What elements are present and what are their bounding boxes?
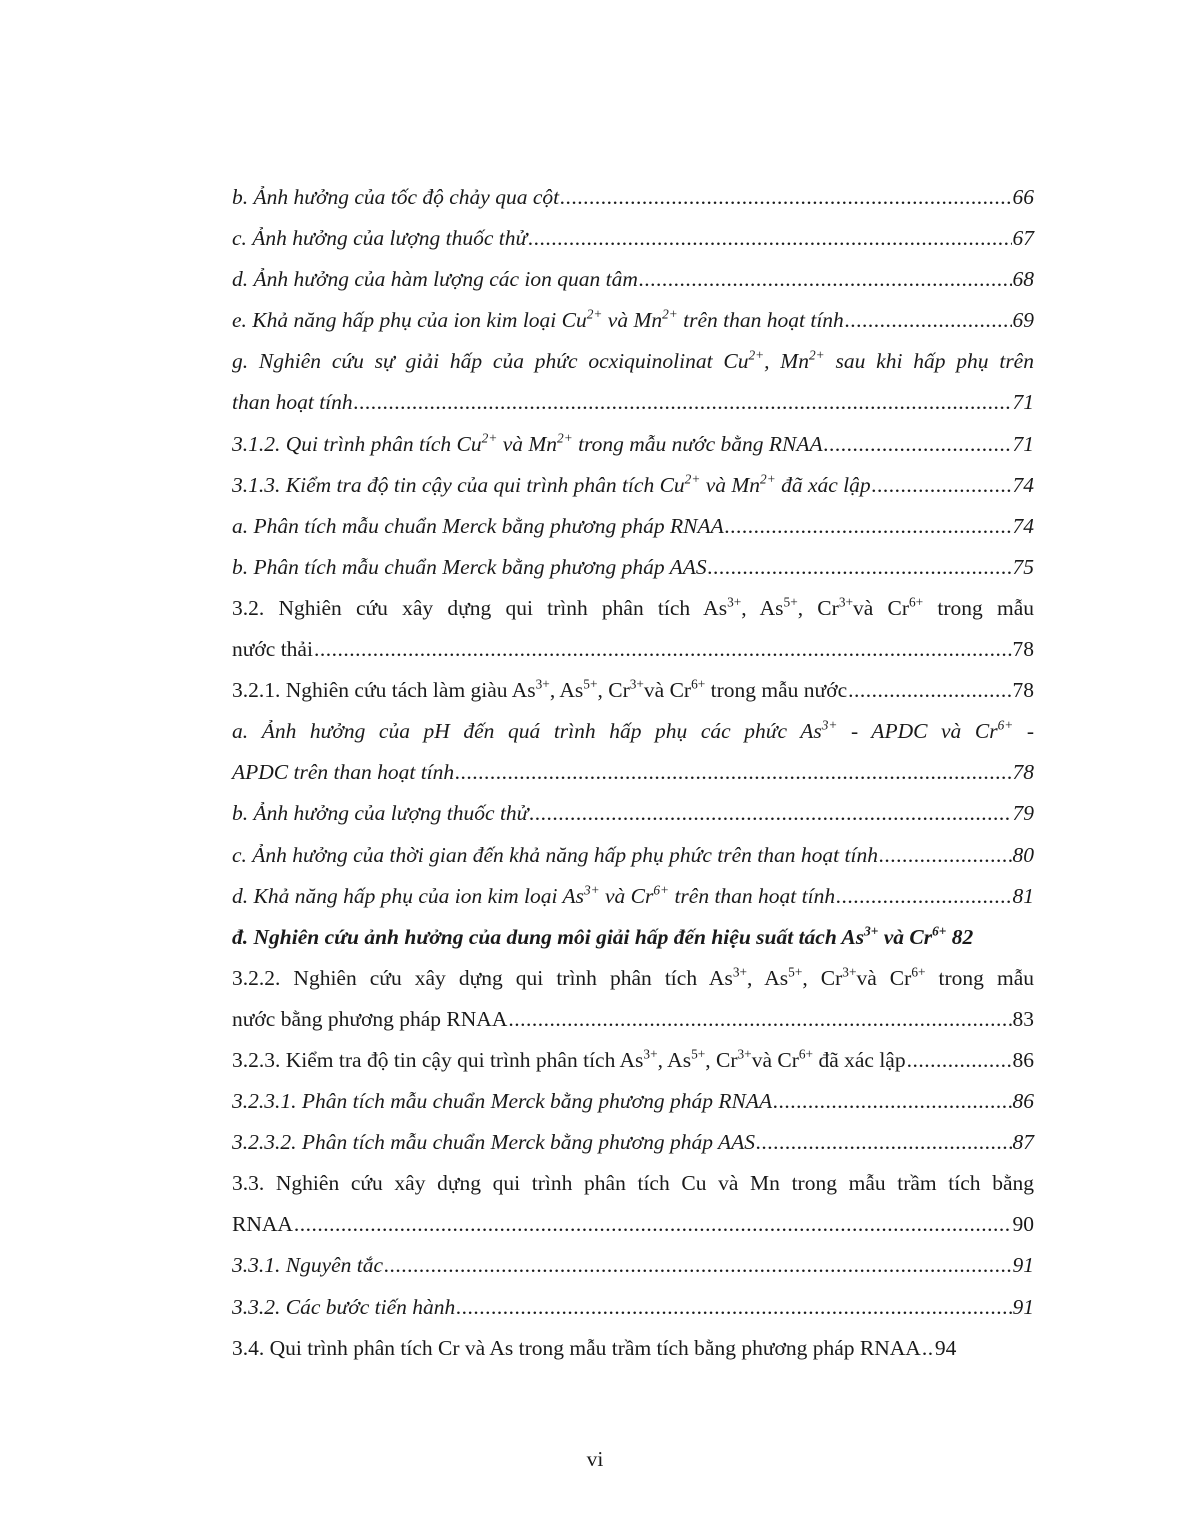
toc-entry-page: 67 xyxy=(1012,226,1034,251)
toc-entry-continuation[interactable] xyxy=(232,629,1034,670)
table-of-contents xyxy=(232,177,1034,1369)
toc-entry-title: 3.1.3. Kiểm tra độ tin cậy của qui trình phân tích $Cu^{2+}$ và $Mn^{2+}$ đã xác lập xyxy=(232,471,871,497)
toc-entry[interactable] xyxy=(232,506,1034,547)
toc-entry[interactable]: 3.2. Nghiên cứu xây dựng qui trình phân tích $As^{3+}$, $As^{5+}$, $Cr^{3+}và$ $Cr^{6+}$ trong mẫu xyxy=(232,594,1034,620)
toc-entry-title: nước bằng phương pháp RNAA xyxy=(232,1006,508,1031)
toc-entry-title: b. Ảnh hưởng của lượng thuốc thử xyxy=(232,801,529,826)
toc-entry-page: 91 xyxy=(1012,1294,1034,1319)
toc-entry-title: a. Phân tích mẫu chuẩn Merck bằng phương pháp RNAA xyxy=(232,513,724,538)
dot-leader xyxy=(294,1204,1012,1245)
toc-entry-title: RNAA xyxy=(232,1212,293,1237)
toc-entry-page: 81 xyxy=(1012,883,1034,908)
toc-entry-continuation[interactable] xyxy=(232,752,1034,793)
toc-entry[interactable] xyxy=(232,547,1034,588)
toc-entry[interactable] xyxy=(232,465,1034,506)
toc-entry-title: d. Khả năng hấp phụ của ion kim loại $As^{3+}$ và $Cr^{6+}$ trên than hoạt tính xyxy=(232,881,836,908)
toc-entry[interactable]: đ. Nghiên cứu ảnh hưởng của dung môi giải hấp đến hiệu suất tách $As^{3+}$ và $Cr^{6+}$ 82 xyxy=(232,923,974,949)
toc-entry-page: 74 xyxy=(1012,513,1034,538)
dot-leader xyxy=(922,1328,934,1369)
dot-leader xyxy=(639,259,1012,300)
toc-entry-title: 3.4. Qui trình phân tích Cr và As trong mẫu trầm tích bằng phương pháp RNAA xyxy=(232,1335,921,1360)
toc-entry-page: 91 xyxy=(1012,1253,1034,1278)
toc-entry-page: 71 xyxy=(1012,390,1034,415)
toc-entry-title: APDC trên than hoạt tính xyxy=(232,760,455,785)
toc-entry[interactable] xyxy=(232,1328,1034,1369)
dot-leader xyxy=(456,1287,1011,1328)
toc-entry-title: than hoạt tính xyxy=(232,390,353,415)
toc-entry[interactable] xyxy=(232,835,1034,876)
toc-entry[interactable] xyxy=(232,793,1034,834)
toc-entry[interactable] xyxy=(232,1122,1034,1163)
toc-entry[interactable] xyxy=(232,259,1034,300)
dot-leader xyxy=(560,177,1011,218)
toc-entry-title: 3.2.3.1. Phân tích mẫu chuẩn Merck bằng phương pháp RNAA xyxy=(232,1089,773,1114)
toc-entry[interactable]: g. Nghiên cứu sự giải hấp của phức ocxiquinolinat $Cu^{2+}$, $Mn^{2+}$ sau khi hấp phụ trên xyxy=(232,347,1034,374)
dot-leader xyxy=(528,218,1011,259)
toc-entry-title: 3.3.2. Các bước tiến hành xyxy=(232,1294,456,1319)
toc-entry-title: b. Phân tích mẫu chuẩn Merck bằng phương pháp AAS xyxy=(232,554,707,579)
toc-entry-page: 78 xyxy=(1012,637,1034,662)
toc-entry[interactable] xyxy=(232,177,1034,218)
toc-entry[interactable] xyxy=(232,1245,1034,1286)
toc-entry-page: 90 xyxy=(1012,1212,1034,1237)
toc-entry-title: e. Khả năng hấp phụ của ion kim loại $Cu^{2+}$ và $Mn^{2+}$ trên than hoạt tính xyxy=(232,306,844,333)
toc-entry[interactable] xyxy=(232,1081,1034,1122)
dot-leader xyxy=(756,1122,1011,1163)
toc-entry[interactable] xyxy=(232,1287,1034,1328)
toc-entry-title: 3.3.1. Nguyên tắc xyxy=(232,1253,384,1278)
dot-leader xyxy=(848,670,1011,711)
toc-entry-title: 3.2.3.2. Phân tích mẫu chuẩn Merck bằng phương pháp AAS xyxy=(232,1130,756,1155)
dot-leader xyxy=(455,752,1011,793)
page-number: vi xyxy=(586,1447,604,1471)
dot-leader xyxy=(845,300,1012,341)
toc-entry-title: 3.2.3. Kiểm tra độ tin cậy qui trình phân tích $As^{3+}$, $As^{5+}$, $Cr^{3+}và$ $Cr^{6+}$ đã xác lập xyxy=(232,1046,906,1072)
toc-entry-page: 80 xyxy=(1012,842,1034,867)
toc-entry-title: b. Ảnh hưởng của tốc độ chảy qua cột xyxy=(232,185,560,209)
toc-entry-page: 83 xyxy=(1012,1006,1034,1031)
toc-entry-page: 68 xyxy=(1012,267,1034,292)
toc-entry-page: 71 xyxy=(1012,431,1034,456)
toc-entry-continuation[interactable] xyxy=(232,1204,1034,1245)
toc-entry[interactable] xyxy=(232,876,1034,917)
toc-entry[interactable] xyxy=(232,300,1034,341)
toc-entry-title: c. Ảnh hưởng của thời gian đến khả năng hấp phụ phức trên than hoạt tính xyxy=(232,842,878,867)
toc-entry[interactable] xyxy=(232,424,1034,465)
toc-entry-title: 3.2.1. Nghiên cứu tách làm giàu $As^{3+}$, $As^{5+}$, $Cr^{3+}và$ $Cr^{6+}$ trong mẫu nước xyxy=(232,676,848,703)
toc-entry-continuation[interactable] xyxy=(232,999,1034,1040)
toc-entry[interactable] xyxy=(232,218,1034,259)
toc-entry-page: 66 xyxy=(1012,185,1034,209)
toc-entry-page: 74 xyxy=(1012,472,1034,497)
dot-leader xyxy=(384,1245,1011,1286)
toc-entry-page: 78 xyxy=(1012,678,1034,703)
dot-leader xyxy=(907,1040,1012,1081)
toc-entry[interactable]: 3.3. Nghiên cứu xây dựng qui trình phân tích Cu và Mn trong mẫu trầm tích bằng xyxy=(232,1171,1034,1196)
dot-leader xyxy=(529,793,1011,834)
dot-leader xyxy=(508,999,1011,1040)
dot-leader xyxy=(836,876,1011,917)
toc-entry-title: nước thải xyxy=(232,637,313,662)
toc-entry-page: 79 xyxy=(1012,801,1034,826)
toc-entry-continuation[interactable] xyxy=(232,382,1034,423)
toc-entry-title: 3.1.2. Qui trình phân tích $Cu^{2+}$ và $Mn^{2+}$ trong mẫu nước bằng RNAA xyxy=(232,429,823,456)
dot-leader xyxy=(879,835,1012,876)
dot-leader xyxy=(708,547,1012,588)
dot-leader xyxy=(725,506,1012,547)
toc-entry-title: d. Ảnh hưởng của hàm lượng các ion quan tâm xyxy=(232,267,638,292)
toc-entry-page: 87 xyxy=(1012,1130,1034,1155)
dot-leader xyxy=(314,629,1012,670)
toc-entry-title: c. Ảnh hưởng của lượng thuốc thử xyxy=(232,226,528,251)
toc-entry-page: 86 xyxy=(1012,1089,1034,1114)
toc-entry[interactable]: 3.2.2. Nghiên cứu xây dựng qui trình phân tích $As^{3+}$, $As^{5+}$, $Cr^{3+}và$ $Cr^{6+}$ trong mẫu xyxy=(232,964,1034,990)
dot-leader xyxy=(872,465,1012,506)
toc-entry-page: 75 xyxy=(1012,554,1034,579)
dot-leader xyxy=(354,382,1012,423)
toc-entry-page: 86 xyxy=(1012,1047,1034,1072)
toc-entry-page: 78 xyxy=(1012,760,1034,785)
dot-leader xyxy=(824,424,1012,465)
dot-leader xyxy=(773,1081,1011,1122)
toc-entry[interactable]: a. Ảnh hưởng của pH đến quá trình hấp phụ các phức $As^{3+}$ - APDC và $Cr^{6+}$ - xyxy=(232,717,1034,744)
toc-entry-page: 69 xyxy=(1012,308,1034,333)
toc-entry-page: 94 xyxy=(934,1335,957,1360)
toc-entry[interactable] xyxy=(232,670,1034,711)
toc-entry[interactable] xyxy=(232,1040,1034,1081)
